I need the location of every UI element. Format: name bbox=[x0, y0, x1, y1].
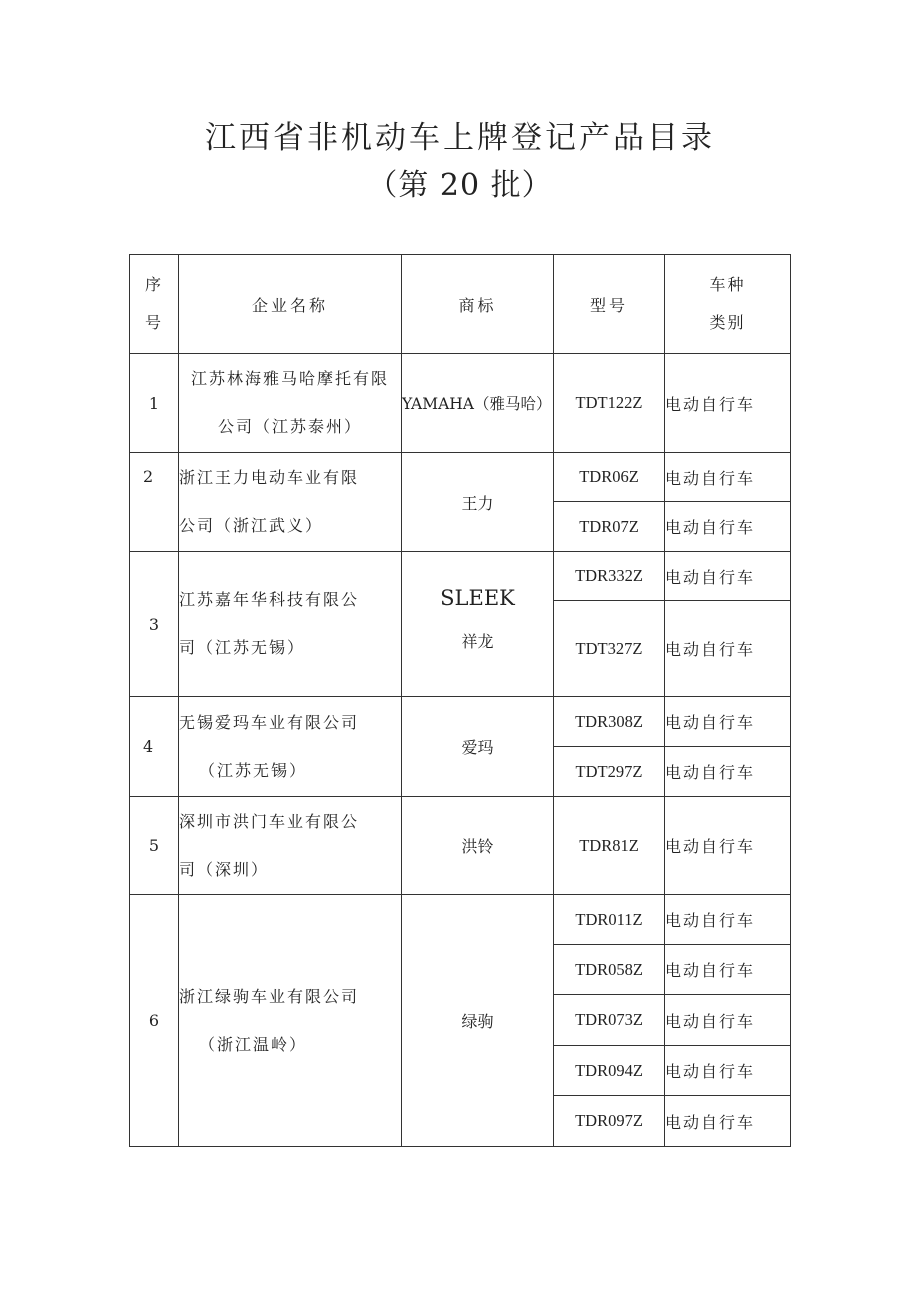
row-company: 江苏嘉年华科技有限公 司（江苏无锡） bbox=[179, 552, 402, 697]
row-brand bbox=[402, 552, 554, 697]
row-vehicle-type: 电动自行车 bbox=[665, 797, 791, 895]
table-row bbox=[130, 552, 791, 601]
row-vehicle-type: 电动自行车 bbox=[665, 1046, 791, 1096]
row-model: TDR332Z bbox=[554, 552, 665, 601]
row-brand: 绿驹 bbox=[402, 895, 554, 1147]
row-model: TDR308Z bbox=[554, 697, 665, 747]
row-model: TDR81Z bbox=[554, 797, 665, 895]
brand-xianglong: 祥龙 bbox=[461, 631, 494, 651]
row-brand: 爱玛 bbox=[402, 697, 554, 797]
table-row bbox=[130, 453, 791, 502]
row-model: TDR097Z bbox=[554, 1096, 665, 1147]
row-vehicle-type: 电动自行车 bbox=[665, 552, 791, 601]
table-row bbox=[130, 797, 791, 895]
document-subtitle: （第 20 批） bbox=[367, 168, 553, 203]
header-type-line1: 车种 bbox=[709, 275, 746, 294]
row-company: 浙江绿驹车业有限公司 （浙江温岭） bbox=[179, 895, 402, 1147]
table-row bbox=[130, 354, 791, 453]
header-seq-line2: 号 bbox=[144, 313, 163, 332]
row-brand: 王力 bbox=[402, 453, 554, 552]
document-title: 江西省非机动车上牌登记产品目录 bbox=[205, 120, 715, 156]
row-model: TDR07Z bbox=[554, 502, 665, 552]
header-company: 企业名称 bbox=[179, 255, 402, 354]
row-seq: 2 bbox=[130, 453, 179, 552]
row-vehicle-type: 电动自行车 bbox=[665, 601, 791, 697]
table-header-row bbox=[130, 255, 791, 354]
row-model: TDR058Z bbox=[554, 945, 665, 995]
row-vehicle-type: 电动自行车 bbox=[665, 354, 791, 453]
row-model: TDR06Z bbox=[554, 453, 665, 502]
row-vehicle-type: 电动自行车 bbox=[665, 995, 791, 1046]
header-seq-line1: 序 bbox=[144, 275, 163, 294]
row-seq: 4 bbox=[130, 697, 179, 797]
header-type-line2: 类别 bbox=[709, 313, 746, 332]
row-vehicle-type: 电动自行车 bbox=[665, 453, 791, 502]
row-brand: YAMAHA（雅马哈） bbox=[402, 354, 554, 453]
row-model: TDR011Z bbox=[554, 895, 665, 945]
row-seq: 6 bbox=[130, 895, 179, 1147]
header-seq bbox=[130, 255, 179, 354]
header-model: 型号 bbox=[554, 255, 665, 354]
row-model: TDR073Z bbox=[554, 995, 665, 1046]
product-catalog-table bbox=[129, 254, 791, 1147]
row-company: 深圳市洪门车业有限公 司（深圳） bbox=[179, 797, 402, 895]
row-model: TDR094Z bbox=[554, 1046, 665, 1096]
row-vehicle-type: 电动自行车 bbox=[665, 895, 791, 945]
header-brand: 商标 bbox=[402, 255, 554, 354]
row-model: TDT122Z bbox=[554, 354, 665, 453]
header-vehicle-type bbox=[665, 255, 791, 354]
row-brand: 洪铃 bbox=[402, 797, 554, 895]
row-vehicle-type: 电动自行车 bbox=[665, 747, 791, 797]
brand-sleek: SLEEK bbox=[440, 585, 515, 610]
row-company: 无锡爱玛车业有限公司 （江苏无锡） bbox=[179, 697, 402, 797]
row-vehicle-type: 电动自行车 bbox=[665, 945, 791, 995]
row-company: 浙江王力电动车业有限 公司（浙江武义） bbox=[179, 453, 402, 552]
row-model: TDT327Z bbox=[554, 601, 665, 697]
table-row bbox=[130, 697, 791, 747]
table-row bbox=[130, 895, 791, 945]
row-seq: 5 bbox=[130, 797, 179, 895]
row-vehicle-type: 电动自行车 bbox=[665, 697, 791, 747]
row-model: TDT297Z bbox=[554, 747, 665, 797]
row-seq: 1 bbox=[130, 354, 179, 453]
row-vehicle-type: 电动自行车 bbox=[665, 1096, 791, 1147]
row-seq: 3 bbox=[130, 552, 179, 697]
row-company: 江苏林海雅马哈摩托有限 公司（江苏泰州） bbox=[179, 354, 402, 453]
row-vehicle-type: 电动自行车 bbox=[665, 502, 791, 552]
